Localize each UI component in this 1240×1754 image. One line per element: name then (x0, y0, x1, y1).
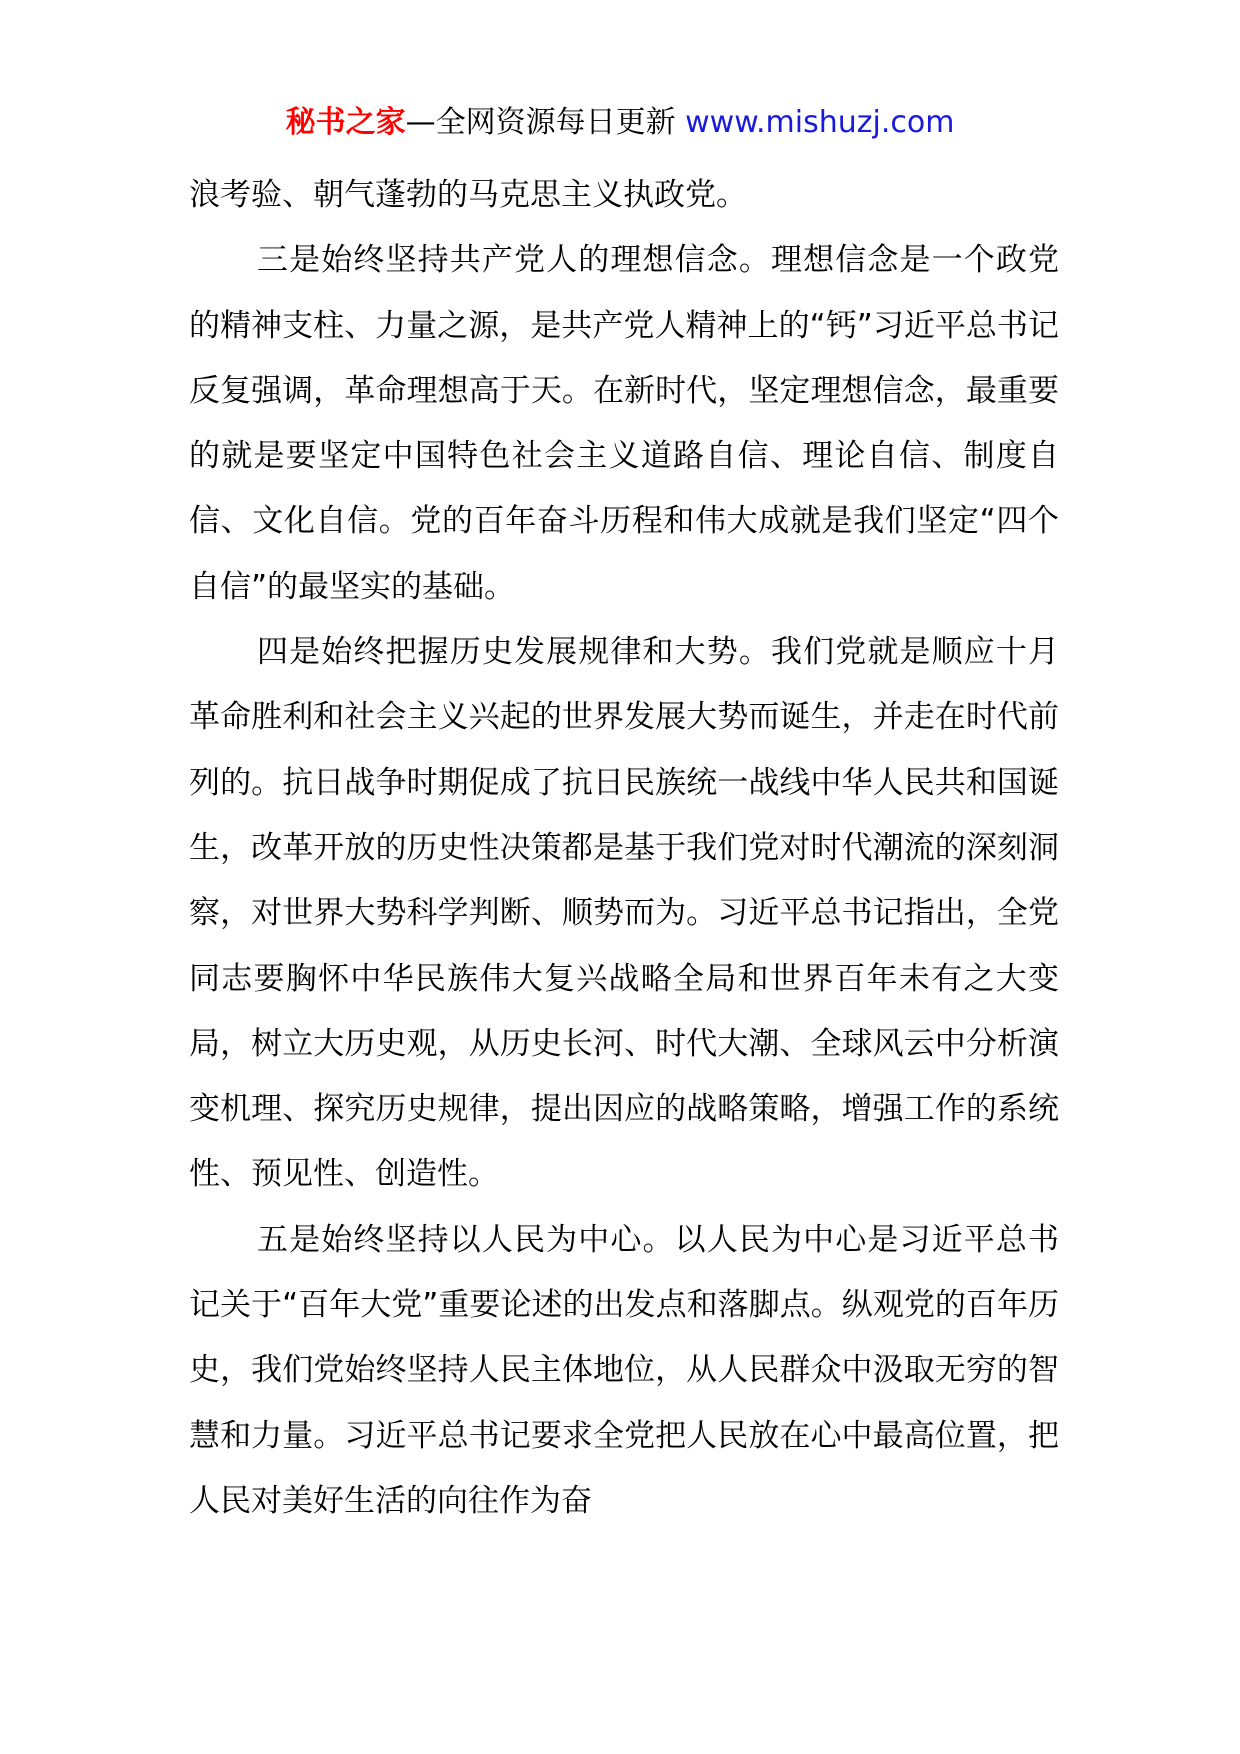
paragraph-five: 五是始终坚持以人民为中心。以人民为中心是习近平总书记关于“百年大党”重要论述的出发点和落脚点。纵观党的百年历史，我们党始终坚持人民主体地位，从人民群众中汲取无穷的智慧和力量。习近平总书记要求全党把人民放在心中最高位置，把人民对美好生活的向往作为奋 (189, 1221, 1059, 1519)
header-slogan: —全网资源每日更新 (405, 105, 676, 140)
paragraph-continuation: 浪考验、朝气蓬勃的马克思主义执政党。 (189, 177, 747, 213)
header-brand: 秘书之家 (285, 105, 406, 140)
paragraph-four: 四是始终把握历史发展规律和大势。我们党就是顺应十月革命胜利和社会主义兴起的世界发展大势而诞生，并走在时代前列的。抗日战争时期促成了抗日民族统一战线中华人民共和国诞生，改革开放的历史性决策都是基于我们党对时代潮流的深刻洞察，对世界大势科学判断、顺势而为。习近平总书记指出，全党同志要胸怀中华民族伟大复兴战略全局和世界百年未有之大变局，树立大历史观，从历史长河、时代大潮、全球风云中分析演变机理、探究历史规律，提出因应的战略策略，增强工作的系统性、预见性、创造性。 (189, 634, 1059, 1193)
paragraph-three: 三是始终坚持共产党人的理想信念。理想信念是一个政党的精神支柱、力量之源，是共产党人精神上的“钙”习近平总书记反复强调，革命理想高于天。在新时代，坚定理想信念，最重要的就是要坚定中国特色社会主义道路自信、理论自信、制度自信、文化自信。党的百年奋斗历程和伟大成就是我们坚定“四个自信”的最坚实的基础。 (189, 242, 1059, 605)
page-header (0, 100, 1240, 146)
document-body (189, 163, 1059, 1534)
header-url-link[interactable]: www.mishuzj.com (685, 105, 955, 140)
